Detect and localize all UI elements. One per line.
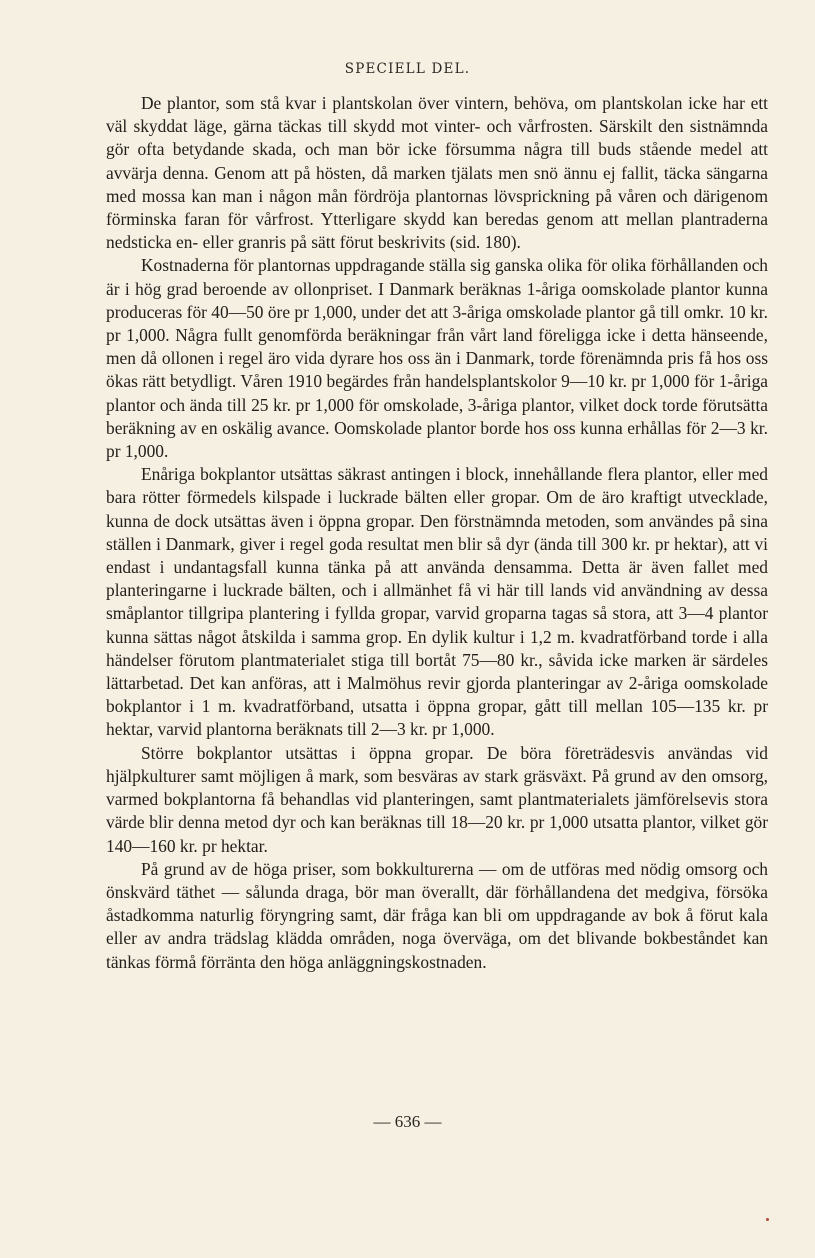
paragraph: På grund av de höga priser, som bokkulturerna — om de utföras med nödig omsorg och önskvärd täthet — sålunda draga, bör man överallt, där förhållandena det medgiva, försöka åstadkomma naturlig föryngring samt, där fråga kan bli om uppdragande av bok å förut kala eller av andra trädslag klädda områden, noga överväga, om det blivande bokbeståndet kan tänkas förmå förränta den höga anläggningskostnaden. (106, 858, 768, 972)
paragraph: Enåriga bokplantor utsättas säkrast antingen i block, innehållande flera plantor, eller med bara rötter förmedels kilspade i luckrade bälten eller gropar. Om de äro kraftigt utvecklade, kunna de dock utsättas även i öppna gropar. Den förstnämnda metoden, som användes på sina ställen i Danmark, giver i regel goda resultat men blir så dyr (ända till 300 kr. pr hektar), att vi endast i undantagsfall kunna tänka på att använda densamma. Detta är även fallet med planteringarne i luckrade bälten, och i allmänhet få vi här till lands vid användning av dessa småplantor tillgripa plantering i fyllda gropar, varvid groparna tagas så stora, att 3—4 plantor kunna sättas något åtskilda i samma grop. En dylik kultur i 1,2 m. kvadratförband torde i alla händelser förutom plantmaterialet stiga till bortåt 75—80 kr., såvida icke marken är särdeles lättarbetad. Det kan anföras, att i Malmöhus revir gjorda planteringar av 2-åriga oomskolade bokplantor i 1 m. kvadratförband, utsatta i öppna gropar, gått till mellan 105—135 kr. pr hektar, varvid plantorna beräknats till 2—3 kr. pr 1,000. (106, 464, 768, 740)
running-head: SPECIELL DEL. (344, 61, 471, 77)
ink-speck (766, 1218, 769, 1221)
paragraph: Större bokplantor utsättas i öppna gropar. De böra företrädesvis användas vid hjälpkulturer samt möjligen å mark, som besväras av stark gräsväxt. På grund av den omsorg, varmed bokplantorna få behandlas vid planteringen, samt plantmaterialets jämförelsevis stora värde blir denna metod dyr och kan beräknas till 18—20 kr. pr 1,000 utsatta plantor, vilket gör 140—160 kr. pr hektar. (106, 742, 768, 856)
paragraph: De plantor, som stå kvar i plantskolan över vintern, behöva, om plantskolan icke har ett väl skyddat läge, gärna täckas till skydd mot vinter- och vårfrosten. Särskilt den sistnämnda gör ofta betydande skada, och man bör icke försumma några till buds stående medel att avvärja denna. Genom att på hösten, då marken tjälats men snö ännu ej fallit, täcka sängarna med mossa kan man i någon mån fördröja plantornas lövsprickning på våren och därigenom förminska faran för vårfrost. Ytterligare skydd kan beredas genom att mellan plantraderna nedsticka en- eller granris på sätt förut beskrivits (sid. 180). (106, 93, 768, 253)
page-number: — 636 — (373, 1112, 442, 1131)
paragraph: Kostnaderna för plantornas uppdragande ställa sig ganska olika för olika förhållanden och är i hög grad beroende av ollonpriset. I Danmark beräknas 1-åriga oomskolade plantor kunna produceras för 40—50 öre pr 1,000, under det att 3-åriga omskolade plantor gå till omkr. 10 kr. pr 1,000. Några fullt genomförda beräkningar från vårt land föreligga icke i detta hänseende, men då ollonen i regel äro vida dyrare hos oss än i Danmark, torde förenämnda pris få hos oss ökas rätt betydligt. Våren 1910 begärdes från handelsplantskolor 9—10 kr. pr 1,000 för 1-åriga plantor och ända till 25 kr. pr 1,000 för omskolade, 3-åriga plantor, vilket dock torde förutsätta beräkning av en oskälig avance. Oomskolade plantor borde hos oss kunna erhållas för 2—3 kr. pr 1,000. (106, 255, 768, 462)
body-text (106, 92, 768, 974)
